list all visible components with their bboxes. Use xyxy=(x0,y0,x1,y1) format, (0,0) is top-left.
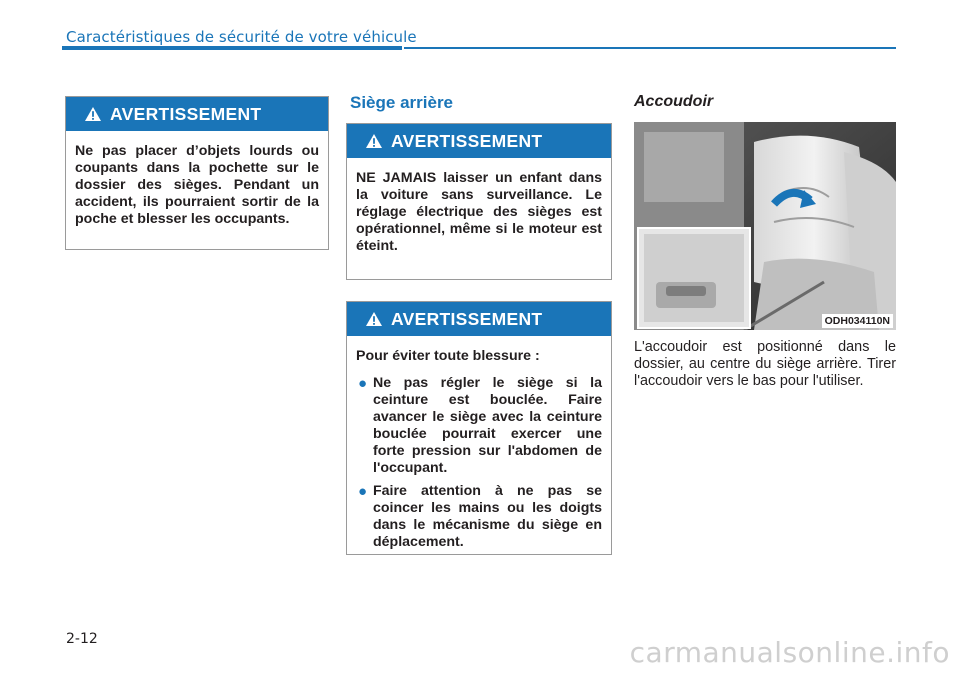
page-number: 2-12 xyxy=(66,631,98,647)
warning-triangle-icon xyxy=(365,133,383,149)
armrest-photo xyxy=(634,122,896,330)
warning-heading: AVERTISSEMENT xyxy=(391,130,543,151)
bullet-text: Faire attention à ne pas se coincer les mains ou les doigts dans le mécanisme du siège en déplacement. xyxy=(373,483,602,550)
bullet-dot: ● xyxy=(358,483,368,500)
warning-header xyxy=(66,97,328,131)
warning-heading: AVERTISSEMENT xyxy=(110,103,262,124)
subsection-title: Accoudoir xyxy=(634,93,714,110)
warning-header xyxy=(347,302,611,336)
warning-bullet-list xyxy=(356,375,602,551)
image-code: ODH034110N xyxy=(822,314,893,328)
warning-box-pocket xyxy=(65,96,329,250)
warning-text: NE JAMAIS laisser un enfant dans la voiture sans surveillance. Le réglage électrique des sièges est opérationnel, même si le moteur est éteint. xyxy=(356,170,602,254)
warning-body xyxy=(347,158,611,265)
rear-seat-illustration xyxy=(634,122,896,330)
warning-bullet xyxy=(356,375,602,477)
armrest-description: L'accoudoir est positionné dans le dossier, au centre du siège arrière. Tirer l'accoudoir vers le bas pour l'utiliser. xyxy=(634,339,896,389)
watermark: carmanualsonline.info xyxy=(629,636,950,669)
warning-text: Ne pas placer d’objets lourds ou coupants dans la pochette sur le dossier des sièges. Pendant un accident, ils pourraient sortir de la poche et blesser les occupants. xyxy=(75,143,319,227)
bullet-text: Ne pas régler le siège si la ceinture est bouclée. Faire avancer le siège avec la ceinture bouclée pourrait exercer une forte pression sur l'abdomen de l'occupant. xyxy=(373,375,602,476)
header-rule-thin xyxy=(404,47,896,49)
section-title: Siège arrière xyxy=(350,93,454,112)
warning-heading: AVERTISSEMENT xyxy=(391,308,543,329)
header-rule-thick xyxy=(62,46,402,50)
warning-box-seat-adjust xyxy=(346,301,612,555)
warning-intro: Pour éviter toute blessure : xyxy=(356,348,540,364)
warning-header xyxy=(347,124,611,158)
warning-triangle-icon xyxy=(365,311,383,327)
warning-bullet xyxy=(356,483,602,551)
warning-body xyxy=(347,336,611,567)
warning-triangle-icon xyxy=(84,106,102,122)
warning-body xyxy=(66,131,328,238)
bullet-dot: ● xyxy=(358,375,368,392)
chapter-title: Caractéristiques de sécurité de votre véhicule xyxy=(66,28,417,46)
warning-box-child xyxy=(346,123,612,280)
